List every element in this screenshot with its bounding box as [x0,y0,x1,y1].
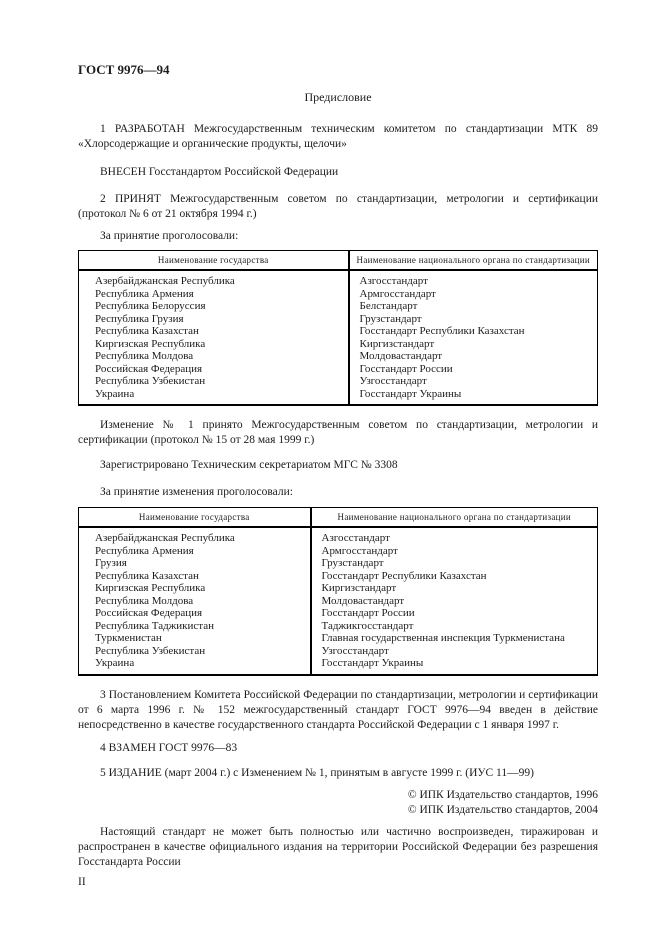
table-cell: Киргизстандарт [311,582,598,595]
column-header-body: Наименование национального органа по стандартизации [311,508,598,528]
table-cell: Грузстандарт [311,557,598,570]
table-cell: Молдовастандарт [311,595,598,608]
table-cell: Госстандарт Республики Казахстан [311,570,598,583]
table-row [79,582,598,595]
table-cell: Азербайджанская Республика [79,527,311,545]
table-cell: Туркменистан [79,632,311,645]
amendment-paragraph: Изменение № 1 принято Межгосударственным советом по стандартизации, метрологии и сертификации (протокол № 15 от 28 мая 1999 г.) [78,419,598,446]
table-header-row [79,508,598,528]
vote-table-1 [78,250,598,406]
table-cell: Республика Молдова [79,595,311,608]
table-row [79,527,598,545]
table-row [79,313,598,326]
table-cell: Республика Молдова [79,350,349,363]
table-cell: Госстандарт России [311,607,598,620]
table-cell: Азербайджанская Республика [79,270,349,288]
table-cell: Республика Грузия [79,313,349,326]
table-row [79,632,598,645]
clause-5-edition: 5 ИЗДАНИЕ (март 2004 г.) с Изменением № 1, принятым в августе 1999 г. (ИУС 11—99) [100,766,534,779]
registered-paragraph: Зарегистрировано Техническим секретариатом МГС № 3308 [100,459,398,471]
clause-submitted: ВНЕСЕН Госстандартом Российской Федерации [100,166,339,178]
clause-1-developed: 1 РАЗРАБОТАН Межгосударственным техническим комитетом по стандартизации МТК 89 «Хлорсодержащие и органические продукты, щелочи» [78,123,598,150]
table-cell: Республика Армения [79,545,311,558]
table-cell: Республика Армения [79,288,349,301]
table-cell: Республика Узбекистан [79,375,349,388]
table-cell: Республика Казахстан [79,325,349,338]
table-cell: Российская Федерация [79,607,311,620]
vote2-intro: За принятие изменения проголосовали: [100,486,293,498]
table-cell: Грузстандарт [349,313,598,326]
table-row [79,338,598,351]
table-cell: Армгосстандарт [349,288,598,301]
table-row [79,557,598,570]
table-cell: Республика Таджикистан [79,620,311,633]
table-cell: Киргизская Республика [79,338,349,351]
table-row [79,288,598,301]
table-row [79,300,598,313]
page-title: Предисловие [304,90,372,104]
table-row [79,607,598,620]
vote1-intro: За принятие проголосовали: [100,230,239,242]
table-row [79,545,598,558]
table-header-row [79,251,598,271]
table-cell: Республика Белоруссия [79,300,349,313]
table-cell: Российская Федерация [79,363,349,376]
table-cell: Республика Узбекистан [79,645,311,658]
table-cell: Киргизская Республика [79,582,311,595]
table-row [79,657,598,675]
clause-3-resolution: 3 Постановлением Комитета Российской Федерации по стандартизации, метрологии и сертификации от 6 марта 1996 г. № 152 межгосударственный стандарт ГОСТ 9976—94 введен в действие непосредственно в качестве государственного стандарта Российской Федерации с 1 января 1997 г. [78,688,598,731]
table-cell: Госстандарт Украины [311,657,598,675]
column-header-state: Наименование государства [79,508,311,528]
table-cell: Госстандарт Республики Казахстан [349,325,598,338]
table-cell: Грузия [79,557,311,570]
table-row [79,350,598,363]
copyright-block [78,788,598,818]
copyright-1996: © ИПК Издательство стандартов, 1996 [407,788,598,801]
table-cell: Госстандарт России [349,363,598,376]
table-row [79,645,598,658]
table-cell: Узгосстандарт [311,645,598,658]
table-cell: Белстандарт [349,300,598,313]
table-cell: Армгосстандарт [311,545,598,558]
table-cell: Республика Казахстан [79,570,311,583]
table-cell: Узгосстандарт [349,375,598,388]
copyright-2004: © ИПК Издательство стандартов, 2004 [407,803,598,816]
clause-2-adopted: 2 ПРИНЯТ Межгосударственным советом по стандартизации, метрологии и сертификации (протокол № 6 от 21 октября 1994 г.) [78,193,598,220]
table-row [79,570,598,583]
column-header-state: Наименование государства [79,251,349,271]
table-row [79,595,598,608]
table-cell: Киргизстандарт [349,338,598,351]
table-cell: Молдовастандарт [349,350,598,363]
table-cell: Украина [79,657,311,675]
table-row [79,325,598,338]
table-row [79,620,598,633]
reproduction-restriction: Настоящий стандарт не может быть полностью или частично воспроизведен, тиражирован и распространен в качестве официального издания на территории Российской Федерации без разрешения Госстандарта России [78,825,598,868]
vote-table-2 [78,507,598,676]
table-row [79,363,598,376]
table-cell: Главная государственная инспекция Туркменистана [311,632,598,645]
page-number: II [78,875,86,888]
table-cell: Украина [79,388,349,406]
clause-4-replaces: 4 ВЗАМЕН ГОСТ 9976—83 [100,741,238,754]
table-cell: Таджикгосстандарт [311,620,598,633]
table-row [79,388,598,406]
doc-number: ГОСТ 9976—94 [78,62,170,77]
table-cell: Госстандарт Украины [349,388,598,406]
table-row [79,375,598,388]
table-cell: Азгосстандарт [311,527,598,545]
table-row [79,270,598,288]
column-header-body: Наименование национального органа по стандартизации [349,251,598,271]
table-cell: Азгосстандарт [349,270,598,288]
